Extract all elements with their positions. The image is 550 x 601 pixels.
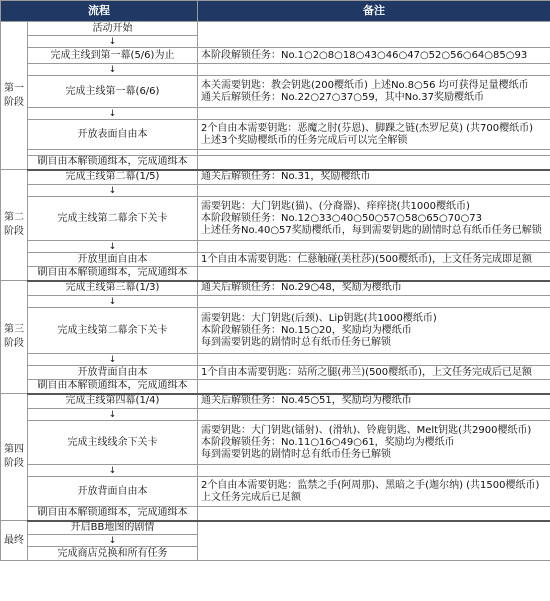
s4-step3: 开放背面自由本 [28,477,198,507]
s4-note2 [198,421,550,465]
arrow-icon: ↓ [28,296,198,308]
s4-note3b: 上文任务完成后已足额 [201,491,301,503]
s4-step4: 刷自由本解锁通缉本，完成通缉本 [28,507,198,521]
s3-note3: 1个自由本需要钥匙：站所之腿(弗兰)(500樱纸币)，上文任务完成后已足额 [198,366,550,380]
s2-step1: 完成主线第二幕(1/5) [28,170,198,185]
s1-step2: 完成主线第一幕(6/6) [28,76,198,108]
s4-note3 [198,477,550,507]
s2-note3: 1个自由本需要钥匙：仁慈触碰(美杜莎)(500樱纸币)，上文任务完成即足额 [198,253,550,267]
s1-note3a: 2个自由本需要钥匙：恶魔之肘(芬恩)、脚踝之链(杰罗尼莫) (共700樱纸币) [201,122,534,134]
s2-note2 [198,197,550,241]
s1-note2a: 本关需要钥匙：教会钥匙(200樱纸币) 上述No.8○56 均可获得足量樱纸币 [201,79,529,91]
s1-note3b: 上述3个奖励樱纸币的任务完成后可以完全解锁 [201,134,408,146]
s3-note1: 通关后解锁任务：No.29○48，奖励为樱纸币 [198,281,550,296]
s1-note2 [198,76,550,108]
s3-step2: 完成主线第二幕余下关卡 [28,308,198,354]
stage-2-label: 第二阶段 [1,170,28,281]
arrow-icon: ↓ [28,36,198,48]
s3-step1: 完成主线第三幕(1/3) [28,281,198,296]
arrow-icon: ↓ [28,185,198,197]
s3-step3: 开放背面自由本 [28,366,198,380]
s3-note2a: 需要钥匙：大门钥匙(后颈)、Lip钥匙(共1000樱纸币) [201,312,437,324]
header-row [1,1,550,22]
s1-step4: 刷自由本解锁通缉本，完成通缉本 [28,156,198,170]
s4-note2c: 每到需要钥匙的剧情时总有纸币任务已解锁 [201,448,391,460]
arrow-icon: ↓ [28,108,198,120]
arrow-icon: ↓ [28,241,198,253]
arrow-icon: ↓ [28,354,198,366]
s4-note2a: 需要钥匙：大门钥匙(镭射)、(滑轨)、铃鹿钥匙、Melt钥匙(共2900樱纸币) [201,424,532,436]
header-note: 备注 [198,1,550,22]
arrow-icon: ↓ [28,409,198,421]
s2-step3: 开放里面自由本 [28,253,198,267]
s2-note2b: 本阶段解锁任务：No.12○33○40○50○57○58○65○70○73 [201,212,482,224]
s1-step3: 开放表面自由本 [28,120,198,150]
stage-final-label: 最终 [1,521,28,561]
arrow-icon: ↓ [28,64,198,76]
s2-note1: 通关后解锁任务：No.31，奖励樱纸币 [198,170,550,185]
s2-note2a: 需要钥匙：大门钥匙(猫)、(分裔器)、痒痒挠(共1000樱纸币) [201,200,470,212]
s4-note3a: 2个自由本需要钥匙：监禁之手(阿周那)、黑暗之手(迦尔纳) (共1500樱纸币) [201,479,540,491]
s1-note2b: 通关后解锁任务：No.22○27○37○59，其中No.37奖励樱纸币 [201,91,485,103]
final-step2: 完成商店兑换和所有任务 [28,547,198,561]
s3-note2c: 每到需要钥匙的剧情时总有纸币任务已解锁 [201,336,391,348]
s4-note1: 通关后解锁任务：No.45○51，奖励均为樱纸币 [198,394,550,409]
s2-step4: 刷自由本解锁通缉本，完成通缉本 [28,267,198,281]
stage-1-label: 第一阶段 [1,22,28,170]
s1-note3 [198,120,550,150]
s1-start: 活动开始 [28,22,198,36]
arrow-icon: ↓ [28,535,198,547]
s1-note-empty [198,22,550,48]
s4-step1: 完成主线第四幕(1/4) [28,394,198,409]
header-flow: 流程 [1,1,198,22]
s4-step2: 完成主线线余下关卡 [28,421,198,465]
s1-note1: 本阶段解锁任务：No.1○2○8○18○43○46○47○52○56○64○85○93 [198,48,550,64]
s4-note2b: 本阶段解锁任务：No.11○16○49○61，奖励均为樱纸币 [201,436,455,448]
final-step1: 开启BB地图的剧情 [28,521,198,535]
s2-step2: 完成主线第二幕余下关卡 [28,197,198,241]
stage-4-label: 第四阶段 [1,394,28,521]
s3-step4: 刷自由本解锁通缉本，完成通缉本 [28,380,198,394]
stage-3-label: 第三阶段 [1,281,28,394]
arrow-icon: ↓ [28,465,198,477]
s1-step1: 完成主线到第一幕(5/6)为止 [28,48,198,64]
s3-note2 [198,308,550,354]
s3-note2b: 本阶段解锁任务：No.15○20，奖励均为樱纸币 [201,324,412,336]
s2-note2c: 上述任务No.40○57奖励樱纸币，每到需要钥匙的剧情时总有纸币任务已解锁 [201,224,542,236]
